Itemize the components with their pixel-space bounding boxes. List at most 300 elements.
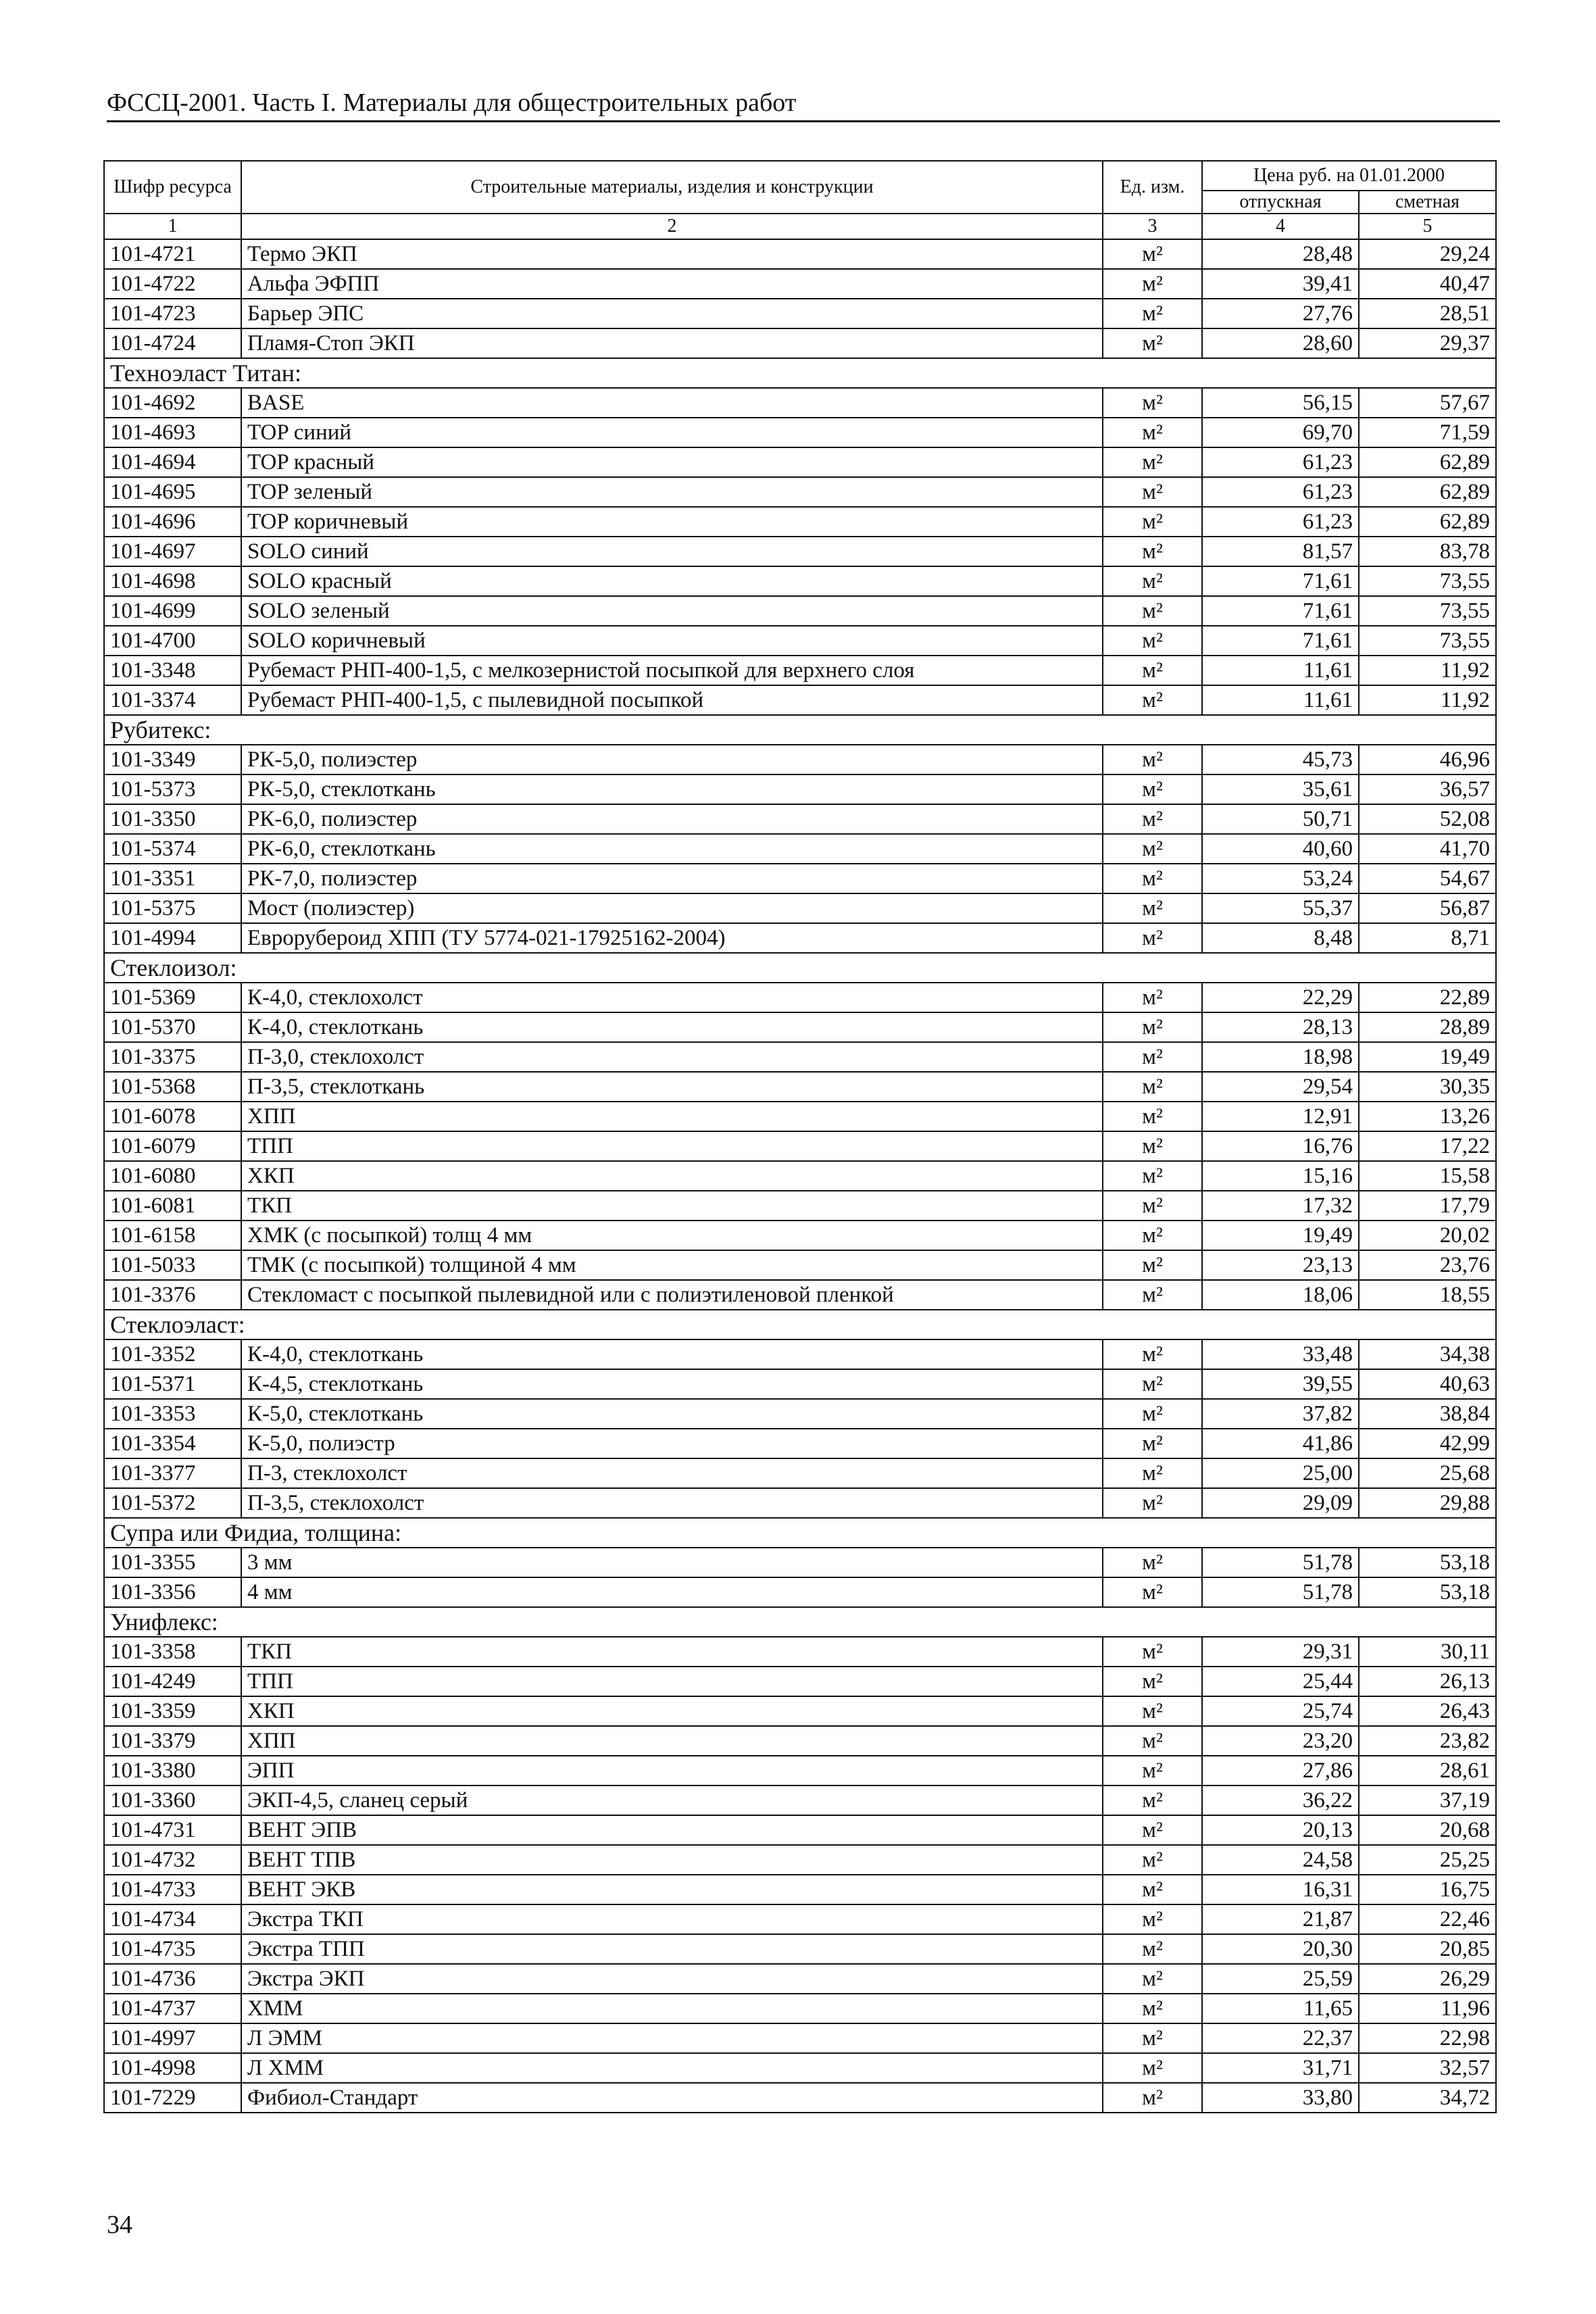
unit-cell: м²: [1103, 1488, 1202, 1518]
material-name: К-5,0, стеклоткань: [241, 1399, 1103, 1429]
resource-code: 101-5370: [104, 1012, 241, 1042]
price-estimate: 37,19: [1359, 1786, 1496, 1815]
price-table: [103, 160, 1497, 2113]
unit-cell: м²: [1103, 1904, 1202, 1934]
table-row: [104, 1191, 1496, 1221]
table-row: [104, 1131, 1496, 1161]
unit-cell: м²: [1103, 685, 1202, 715]
table-row: [104, 477, 1496, 507]
material-name: TOP зеленый: [241, 477, 1103, 507]
resource-code: 101-4998: [104, 2053, 241, 2083]
price-release: 16,76: [1202, 1131, 1359, 1161]
table-row: [104, 1250, 1496, 1280]
table-row: [104, 1488, 1496, 1518]
resource-code: 101-3375: [104, 1042, 241, 1072]
material-name: SOLO красный: [241, 566, 1103, 596]
table-row: [104, 507, 1496, 537]
unit-cell: м²: [1103, 923, 1202, 953]
resource-code: 101-3376: [104, 1280, 241, 1310]
material-name: Пламя-Стоп ЭКП: [241, 328, 1103, 358]
table-row: [104, 834, 1496, 864]
price-release: 28,13: [1202, 1012, 1359, 1042]
price-release: 33,80: [1202, 2083, 1359, 2113]
unit-cell: м²: [1103, 1221, 1202, 1250]
price-release: 21,87: [1202, 1904, 1359, 1934]
unit-cell: м²: [1103, 1191, 1202, 1221]
resource-code: 101-4699: [104, 596, 241, 626]
price-release: 40,60: [1202, 834, 1359, 864]
table-row: [104, 656, 1496, 685]
table-body: [104, 239, 1496, 2113]
unit-cell: м²: [1103, 2053, 1202, 2083]
resource-code: 101-6080: [104, 1161, 241, 1191]
material-name: Л ХММ: [241, 2053, 1103, 2083]
resource-code: 101-4693: [104, 418, 241, 447]
resource-code: 101-4700: [104, 626, 241, 656]
group-title: Супра или Фидиа, толщина:: [104, 1518, 1496, 1548]
price-release: 36,22: [1202, 1786, 1359, 1815]
material-name: ТМК (с посыпкой) толщиной 4 мм: [241, 1250, 1103, 1280]
price-release: 55,37: [1202, 893, 1359, 923]
table-row: [104, 923, 1496, 953]
price-release: 8,48: [1202, 923, 1359, 953]
table-row: [104, 1161, 1496, 1191]
price-estimate: 62,89: [1359, 447, 1496, 477]
price-estimate: 52,08: [1359, 804, 1496, 834]
price-estimate: 20,85: [1359, 1934, 1496, 1964]
table-row: [104, 269, 1496, 299]
price-release: 39,55: [1202, 1369, 1359, 1399]
resource-code: 101-5369: [104, 983, 241, 1012]
table-row: [104, 328, 1496, 358]
material-name: Экстра ЭКП: [241, 1964, 1103, 1994]
material-name: РК-6,0, стеклоткань: [241, 834, 1103, 864]
material-name: П-3, стеклохолст: [241, 1458, 1103, 1488]
unit-cell: м²: [1103, 834, 1202, 864]
header-price-group: Цена руб. на 01.01.2000: [1202, 161, 1496, 191]
table-row: [104, 1994, 1496, 2023]
price-release: 11,61: [1202, 685, 1359, 715]
price-estimate: 53,18: [1359, 1577, 1496, 1607]
material-name: ТПП: [241, 1131, 1103, 1161]
price-release: 35,61: [1202, 774, 1359, 804]
price-estimate: 57,67: [1359, 388, 1496, 418]
price-release: 22,29: [1202, 983, 1359, 1012]
material-name: П-3,5, стеклохолст: [241, 1488, 1103, 1518]
unit-cell: м²: [1103, 388, 1202, 418]
resource-code: 101-4732: [104, 1845, 241, 1875]
resource-code: 101-4694: [104, 447, 241, 477]
page-number: 34: [107, 2211, 132, 2239]
price-estimate: 28,51: [1359, 299, 1496, 328]
material-name: SOLO синий: [241, 537, 1103, 566]
material-name: SOLO зеленый: [241, 596, 1103, 626]
price-release: 37,82: [1202, 1399, 1359, 1429]
resource-code: 101-4721: [104, 239, 241, 269]
unit-cell: м²: [1103, 1756, 1202, 1786]
price-estimate: 46,96: [1359, 745, 1496, 774]
unit-cell: м²: [1103, 1131, 1202, 1161]
table-row: [104, 1102, 1496, 1131]
table-row: [104, 1845, 1496, 1875]
price-estimate: 29,88: [1359, 1488, 1496, 1518]
material-name: ВЕНТ ЭКВ: [241, 1875, 1103, 1904]
unit-cell: м²: [1103, 2023, 1202, 2053]
table-row: [104, 1042, 1496, 1072]
header-price-estimate: сметная: [1359, 191, 1496, 214]
table-row: [104, 1012, 1496, 1042]
price-estimate: 30,35: [1359, 1072, 1496, 1102]
price-release: 27,86: [1202, 1756, 1359, 1786]
price-release: 11,65: [1202, 1994, 1359, 2023]
price-estimate: 30,11: [1359, 1637, 1496, 1667]
price-estimate: 42,99: [1359, 1429, 1496, 1458]
price-release: 31,71: [1202, 2053, 1359, 2083]
price-release: 71,61: [1202, 566, 1359, 596]
price-estimate: 17,22: [1359, 1131, 1496, 1161]
material-name: TOP синий: [241, 418, 1103, 447]
unit-cell: м²: [1103, 1994, 1202, 2023]
group-row: [104, 953, 1496, 983]
price-release: 12,91: [1202, 1102, 1359, 1131]
resource-code: 101-3351: [104, 864, 241, 893]
material-name: ТКП: [241, 1191, 1103, 1221]
group-title: Стеклоизол:: [104, 953, 1496, 983]
material-name: Стекломаст с посыпкой пылевидной или с полиэтиленовой пленкой: [241, 1280, 1103, 1310]
resource-code: 101-4734: [104, 1904, 241, 1934]
price-estimate: 22,89: [1359, 983, 1496, 1012]
table-row: [104, 1875, 1496, 1904]
price-release: 25,44: [1202, 1667, 1359, 1696]
price-estimate: 20,02: [1359, 1221, 1496, 1250]
price-release: 81,57: [1202, 537, 1359, 566]
price-release: 25,00: [1202, 1458, 1359, 1488]
unit-cell: м²: [1103, 447, 1202, 477]
resource-code: 101-3380: [104, 1756, 241, 1786]
unit-cell: м²: [1103, 1637, 1202, 1667]
material-name: К-5,0, полиэстр: [241, 1429, 1103, 1458]
group-title: Унифлекс:: [104, 1607, 1496, 1637]
material-name: Рубемаст РНП-400-1,5, с мелкозернистой посыпкой для верхнего слоя: [241, 656, 1103, 685]
group-row: [104, 1518, 1496, 1548]
price-estimate: 73,55: [1359, 626, 1496, 656]
table-row: [104, 1667, 1496, 1696]
table-header: [104, 161, 1496, 239]
group-title: Рубитекс:: [104, 715, 1496, 745]
material-name: Л ЭММ: [241, 2023, 1103, 2053]
material-name: ЭКП-4,5, сланец серый: [241, 1786, 1103, 1815]
price-estimate: 16,75: [1359, 1875, 1496, 1904]
material-name: ХКП: [241, 1161, 1103, 1191]
table-row: [104, 1369, 1496, 1399]
unit-cell: м²: [1103, 1072, 1202, 1102]
price-estimate: 71,59: [1359, 418, 1496, 447]
price-release: 24,58: [1202, 1845, 1359, 1875]
price-release: 51,78: [1202, 1548, 1359, 1577]
resource-code: 101-7229: [104, 2083, 241, 2113]
resource-code: 101-3356: [104, 1577, 241, 1607]
column-number: 3: [1103, 214, 1202, 239]
price-estimate: 22,46: [1359, 1904, 1496, 1934]
material-name: ХПП: [241, 1102, 1103, 1131]
material-name: ВЕНТ ЭПВ: [241, 1815, 1103, 1845]
price-estimate: 62,89: [1359, 507, 1496, 537]
resource-code: 101-4733: [104, 1875, 241, 1904]
table-row: [104, 1964, 1496, 1994]
unit-cell: м²: [1103, 1696, 1202, 1726]
price-estimate: 19,49: [1359, 1042, 1496, 1072]
price-release: 23,20: [1202, 1726, 1359, 1756]
table-row: [104, 1934, 1496, 1964]
material-name: Барьер ЭПС: [241, 299, 1103, 328]
resource-code: 101-3353: [104, 1399, 241, 1429]
price-estimate: 11,92: [1359, 685, 1496, 715]
price-release: 16,31: [1202, 1875, 1359, 1904]
resource-code: 101-5374: [104, 834, 241, 864]
resource-code: 101-3350: [104, 804, 241, 834]
resource-code: 101-5375: [104, 893, 241, 923]
material-name: BASE: [241, 388, 1103, 418]
material-name: Экстра ТПП: [241, 1934, 1103, 1964]
column-number: 5: [1359, 214, 1496, 239]
price-release: 51,78: [1202, 1577, 1359, 1607]
price-estimate: 53,18: [1359, 1548, 1496, 1577]
price-release: 20,30: [1202, 1934, 1359, 1964]
price-estimate: 56,87: [1359, 893, 1496, 923]
resource-code: 101-4997: [104, 2023, 241, 2053]
price-estimate: 23,76: [1359, 1250, 1496, 1280]
table-row: [104, 537, 1496, 566]
table-row: [104, 1429, 1496, 1458]
material-name: Термо ЭКП: [241, 239, 1103, 269]
price-release: 28,48: [1202, 239, 1359, 269]
resource-code: 101-3359: [104, 1696, 241, 1726]
material-name: РК-7,0, полиэстер: [241, 864, 1103, 893]
price-release: 50,71: [1202, 804, 1359, 834]
resource-code: 101-4994: [104, 923, 241, 953]
price-estimate: 36,57: [1359, 774, 1496, 804]
resource-code: 101-6079: [104, 1131, 241, 1161]
table-row: [104, 864, 1496, 893]
unit-cell: м²: [1103, 1726, 1202, 1756]
column-number: 2: [241, 214, 1103, 239]
table-row: [104, 2023, 1496, 2053]
resource-code: 101-4696: [104, 507, 241, 537]
column-number: 4: [1202, 214, 1359, 239]
price-estimate: 26,43: [1359, 1696, 1496, 1726]
resource-code: 101-4722: [104, 269, 241, 299]
table-row: [104, 1786, 1496, 1815]
price-estimate: 8,71: [1359, 923, 1496, 953]
price-release: 17,32: [1202, 1191, 1359, 1221]
price-estimate: 41,70: [1359, 834, 1496, 864]
material-name: Еврорубероид ХПП (ТУ 5774-021-17925162-2004): [241, 923, 1103, 953]
unit-cell: м²: [1103, 596, 1202, 626]
price-estimate: 34,38: [1359, 1339, 1496, 1369]
resource-code: 101-3377: [104, 1458, 241, 1488]
price-release: 53,24: [1202, 864, 1359, 893]
price-release: 28,60: [1202, 328, 1359, 358]
unit-cell: м²: [1103, 656, 1202, 685]
price-release: 19,49: [1202, 1221, 1359, 1250]
material-name: Фибиол-Стандарт: [241, 2083, 1103, 2113]
resource-code: 101-5372: [104, 1488, 241, 1518]
material-name: ХПП: [241, 1726, 1103, 1756]
resource-code: 101-4735: [104, 1934, 241, 1964]
material-name: 3 мм: [241, 1548, 1103, 1577]
resource-code: 101-3374: [104, 685, 241, 715]
price-release: 29,31: [1202, 1637, 1359, 1667]
price-release: 61,23: [1202, 477, 1359, 507]
price-estimate: 11,96: [1359, 1994, 1496, 2023]
group-row: [104, 1310, 1496, 1339]
table-row: [104, 2053, 1496, 2083]
unit-cell: м²: [1103, 537, 1202, 566]
unit-cell: м²: [1103, 1934, 1202, 1964]
price-estimate: 73,55: [1359, 596, 1496, 626]
table-row: [104, 1756, 1496, 1786]
resource-code: 101-4723: [104, 299, 241, 328]
resource-code: 101-6078: [104, 1102, 241, 1131]
material-name: К-4,0, стеклоткань: [241, 1012, 1103, 1042]
price-estimate: 25,25: [1359, 1845, 1496, 1875]
table-row: [104, 1339, 1496, 1369]
unit-cell: м²: [1103, 1042, 1202, 1072]
material-name: РК-5,0, полиэстер: [241, 745, 1103, 774]
material-name: РК-5,0, стеклоткань: [241, 774, 1103, 804]
material-name: 4 мм: [241, 1577, 1103, 1607]
resource-code: 101-6081: [104, 1191, 241, 1221]
material-name: ЭПП: [241, 1756, 1103, 1786]
unit-cell: м²: [1103, 2083, 1202, 2113]
resource-code: 101-4736: [104, 1964, 241, 1994]
table-row: [104, 1399, 1496, 1429]
table-row: [104, 893, 1496, 923]
material-name: ТКП: [241, 1637, 1103, 1667]
table-row: [104, 566, 1496, 596]
unit-cell: м²: [1103, 299, 1202, 328]
material-name: Рубемаст РНП-400-1,5, с пылевидной посыпкой: [241, 685, 1103, 715]
resource-code: 101-3355: [104, 1548, 241, 1577]
group-row: [104, 1607, 1496, 1637]
unit-cell: м²: [1103, 1548, 1202, 1577]
resource-code: 101-3348: [104, 656, 241, 685]
table-row: [104, 1637, 1496, 1667]
price-estimate: 28,89: [1359, 1012, 1496, 1042]
header-code: Шифр ресурса: [104, 161, 241, 214]
table-row: [104, 239, 1496, 269]
price-release: 41,86: [1202, 1429, 1359, 1458]
material-name: РК-6,0, полиэстер: [241, 804, 1103, 834]
table-row: [104, 626, 1496, 656]
resource-code: 101-5033: [104, 1250, 241, 1280]
price-estimate: 62,89: [1359, 477, 1496, 507]
resource-code: 101-5368: [104, 1072, 241, 1102]
unit-cell: м²: [1103, 1429, 1202, 1458]
price-estimate: 11,92: [1359, 656, 1496, 685]
table-row: [104, 1904, 1496, 1934]
price-release: 11,61: [1202, 656, 1359, 685]
price-release: 61,23: [1202, 507, 1359, 537]
resource-code: 101-3358: [104, 1637, 241, 1667]
unit-cell: м²: [1103, 626, 1202, 656]
resource-code: 101-4724: [104, 328, 241, 358]
resource-code: 101-4698: [104, 566, 241, 596]
price-estimate: 25,68: [1359, 1458, 1496, 1488]
unit-cell: м²: [1103, 864, 1202, 893]
unit-cell: м²: [1103, 1964, 1202, 1994]
price-estimate: 17,79: [1359, 1191, 1496, 1221]
table-row: [104, 804, 1496, 834]
resource-code: 101-3352: [104, 1339, 241, 1369]
material-name: ХМК (с посыпкой) толщ 4 мм: [241, 1221, 1103, 1250]
price-release: 71,61: [1202, 596, 1359, 626]
price-estimate: 23,82: [1359, 1726, 1496, 1756]
material-name: П-3,0, стеклохолст: [241, 1042, 1103, 1072]
group-row: [104, 715, 1496, 745]
price-estimate: 29,24: [1359, 239, 1496, 269]
resource-code: 101-5373: [104, 774, 241, 804]
table-row: [104, 1696, 1496, 1726]
price-release: 15,16: [1202, 1161, 1359, 1191]
price-release: 20,13: [1202, 1815, 1359, 1845]
unit-cell: м²: [1103, 1786, 1202, 1815]
unit-cell: м²: [1103, 1815, 1202, 1845]
material-name: ХКП: [241, 1696, 1103, 1726]
price-release: 29,09: [1202, 1488, 1359, 1518]
price-release: 33,48: [1202, 1339, 1359, 1369]
price-estimate: 32,57: [1359, 2053, 1496, 2083]
price-estimate: 40,47: [1359, 269, 1496, 299]
unit-cell: м²: [1103, 745, 1202, 774]
material-name: Мост (полиэстер): [241, 893, 1103, 923]
unit-cell: м²: [1103, 1577, 1202, 1607]
material-name: ВЕНТ ТПВ: [241, 1845, 1103, 1875]
table-row: [104, 388, 1496, 418]
price-estimate: 29,37: [1359, 328, 1496, 358]
material-name: К-4,5, стеклоткань: [241, 1369, 1103, 1399]
table-row: [104, 1815, 1496, 1845]
price-estimate: 54,67: [1359, 864, 1496, 893]
unit-cell: м²: [1103, 1280, 1202, 1310]
unit-cell: м²: [1103, 1845, 1202, 1875]
resource-code: 101-4731: [104, 1815, 241, 1845]
unit-cell: м²: [1103, 1161, 1202, 1191]
resource-code: 101-6158: [104, 1221, 241, 1250]
material-name: К-4,0, стеклохолст: [241, 983, 1103, 1012]
resource-code: 101-4697: [104, 537, 241, 566]
price-estimate: 38,84: [1359, 1399, 1496, 1429]
price-estimate: 28,61: [1359, 1756, 1496, 1786]
table-row: [104, 1726, 1496, 1756]
unit-cell: м²: [1103, 1102, 1202, 1131]
unit-cell: м²: [1103, 1012, 1202, 1042]
table-row: [104, 685, 1496, 715]
price-estimate: 22,98: [1359, 2023, 1496, 2053]
unit-cell: м²: [1103, 983, 1202, 1012]
price-estimate: 18,55: [1359, 1280, 1496, 1310]
column-number: 1: [104, 214, 241, 239]
resource-code: 101-3354: [104, 1429, 241, 1458]
price-release: 25,59: [1202, 1964, 1359, 1994]
unit-cell: м²: [1103, 418, 1202, 447]
table-row: [104, 447, 1496, 477]
group-title: Техноэласт Титан:: [104, 358, 1496, 388]
material-name: П-3,5, стеклоткань: [241, 1072, 1103, 1102]
resource-code: 101-3349: [104, 745, 241, 774]
unit-cell: м²: [1103, 774, 1202, 804]
price-estimate: 83,78: [1359, 537, 1496, 566]
